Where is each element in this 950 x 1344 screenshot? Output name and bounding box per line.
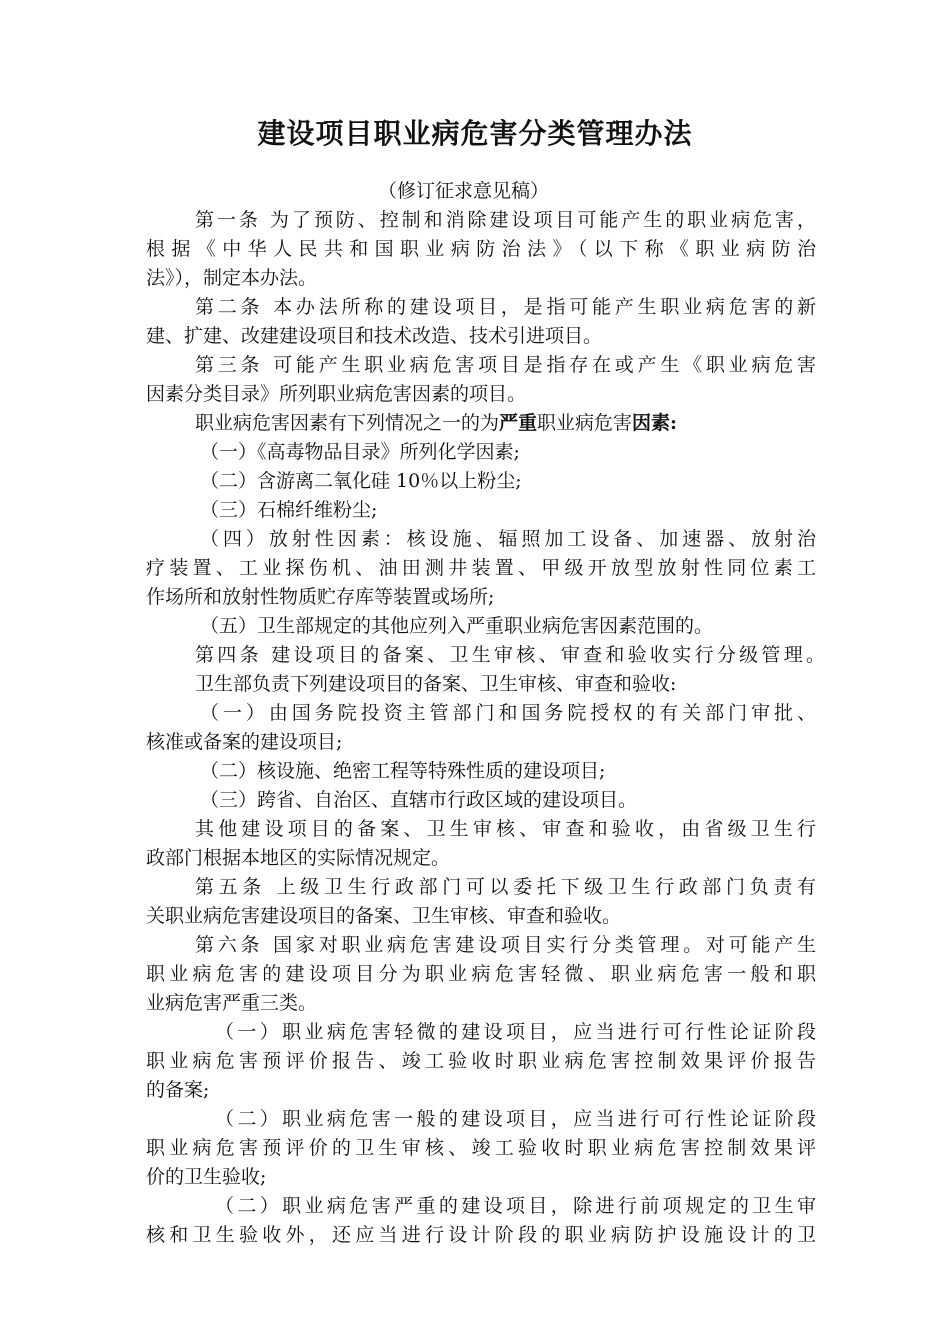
paragraph-line: 根据《中华人民共和国职业病防治法》（以下称《职业病防治 [146,238,816,260]
paragraph-line: 政部门根据本地区的实际情况规定。 [146,847,451,869]
bold-text: 严重 [499,412,538,434]
line-text: 职业病危害 [537,412,633,434]
list-item: （一）《高毒物品目录》所列化学因素; [200,441,520,463]
paragraph-line: 其他建设项目的备案、卫生审核、审查和验收，由省级卫生行 [195,818,816,840]
list-item: （二）职业病危害严重的建设项目，除进行前项规定的卫生审 [215,1195,816,1217]
paragraph-line: 职业病危害预评价的卫生审核、竣工验收时职业病危害控制效果评 [146,1137,816,1159]
paragraph-line: 因素分类目录》所列职业病危害因素的项目。 [146,383,527,405]
paragraph-line: 第三条 可能产生职业病危害项目是指存在或产生《职业病危害 [195,354,816,376]
paragraph-line: 疗装置、工业探伤机、油田测井装置、甲级开放型放射性同位素工 [146,557,816,579]
list-item: （四）放射性因素：核设施、辐照加工设备、加速器、放射治 [200,528,816,550]
paragraph-line: 作场所和放射性物质贮存库等装置或场所; [146,586,495,608]
paragraph-line: 建、扩建、改建建设项目和技术改造、技术引进项目。 [146,325,603,347]
list-item: （一）由国务院投资主管部门和国务院授权的有关部门审批、 [200,702,816,724]
paragraph-line: 的备案; [146,1079,210,1101]
paragraph-line: 业病危害严重三类。 [146,992,318,1014]
document-subtitle: （修订征求意见稿） [378,180,550,202]
paragraph-line: 第六条 国家对职业病危害建设项目实行分类管理。对可能产生 [195,934,816,956]
document-title: 建设项目职业病危害分类管理办法 [257,117,693,150]
paragraph-line: 职业病危害的建设项目分为职业病危害轻微、职业病危害一般和职 [146,963,816,985]
line-text: 职业病危害因素有下列情况之一的为 [195,412,500,434]
paragraph-line: 卫生部负责下列建设项目的备案、卫生审核、审查和验收: [195,673,677,695]
list-item: （一）职业病危害轻微的建设项目，应当进行可行性论证阶段 [215,1021,816,1043]
list-item: （五）卫生部规定的其他应列入严重职业病危害因素范围的。 [200,615,714,637]
list-item: （三）石棉纤维粉尘; [200,499,378,521]
list-item: （二）职业病危害一般的建设项目，应当进行可行性论证阶段 [215,1108,816,1130]
list-item: （三）跨省、自治区、直辖市行政区域的建设项目。 [200,789,638,811]
paragraph-line: 核准或备案的建设项目; [146,731,343,753]
paragraph-line: 法》），制定本办法。 [146,267,318,289]
paragraph-line: 第四条 建设项目的备案、卫生审核、审查和验收实行分级管理。 [195,644,825,666]
list-item: （二）核设施、绝密工程等特殊性质的建设项目; [200,760,606,782]
paragraph-line [195,409,816,437]
paragraph-line: 第一条 为了预防、控制和消除建设项目可能产生的职业病危害， [195,209,816,231]
list-item: （二）含游离二氧化硅 10％以上粉尘; [200,470,522,492]
bold-text: 因素: [632,412,678,434]
paragraph-line: 第二条 本办法所称的建设项目，是指可能产生职业病危害的新 [195,296,816,318]
paragraph-line: 第五条 上级卫生行政部门可以委托下级卫生行政部门负责有 [195,876,816,898]
paragraph-line: 核和卫生验收外，还应当进行设计阶段的职业病防护设施设计的卫 [146,1224,816,1246]
paragraph-line: 关职业病危害建设项目的备案、卫生审核、审查和验收。 [146,905,622,927]
paragraph-line: 价的卫生验收; [146,1166,267,1188]
paragraph-line: 职业病危害预评价报告、竣工验收时职业病危害控制效果评价报告 [146,1050,816,1072]
